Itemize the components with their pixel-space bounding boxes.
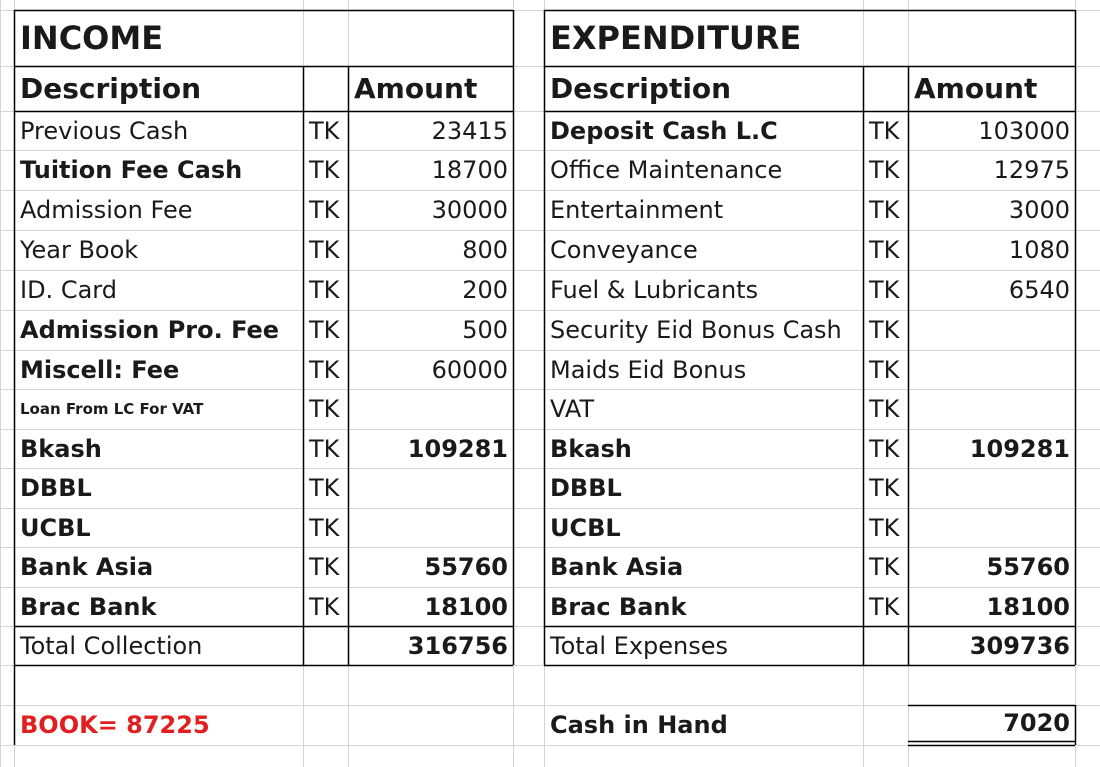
income-row-currency: TK: [309, 276, 340, 304]
expenditure-row-amount: 1080: [1008, 236, 1070, 264]
income-row-description: Loan From LC For VAT: [20, 399, 204, 418]
income-amount-header: Amount: [354, 71, 478, 105]
expenditure-row-amount: [910, 389, 1075, 429]
income-row-amount: 30000: [431, 196, 508, 224]
expenditure-row-amount: 109281: [969, 434, 1070, 463]
expenditure-row-description: Office Maintenance: [550, 156, 783, 184]
expenditure-row-currency: TK: [869, 553, 900, 581]
income-row-description: Admission Pro. Fee: [20, 316, 280, 344]
expenditure-row-currency: TK: [869, 276, 900, 304]
expenditure-row-description: Maids Eid Bonus: [550, 355, 747, 384]
income-row-amount: [350, 389, 513, 429]
expenditure-row-amount: [910, 350, 1075, 389]
income-row-description: ID. Card: [20, 276, 117, 304]
income-row-amount: 23415: [431, 116, 508, 145]
income-row-currency: TK: [309, 355, 340, 384]
income-description-header: Description: [20, 71, 202, 105]
expenditure-row-description: Brac Bank: [550, 592, 687, 621]
expenditure-row-description: UCBL: [550, 513, 621, 542]
income-row-amount: 60000: [431, 355, 508, 384]
income-row-amount: [350, 468, 513, 508]
expenditure-title: EXPENDITURE: [550, 19, 802, 57]
book-balance: BOOK= 87225: [20, 711, 210, 739]
expenditure-row-currency: TK: [869, 592, 900, 621]
expenditure-row-amount: 103000: [978, 116, 1070, 145]
expenditure-row-description: Entertainment: [550, 196, 724, 224]
income-row-amount: 18700: [431, 156, 508, 184]
income-row-currency: TK: [309, 592, 340, 621]
income-row-currency: TK: [309, 434, 340, 463]
expenditure-row-description: Security Eid Bonus Cash: [550, 316, 842, 344]
income-row-currency: TK: [309, 553, 340, 581]
expenditure-row-amount: 18100: [986, 592, 1070, 621]
income-row-currency: TK: [309, 395, 340, 423]
income-row-description: Bank Asia: [20, 553, 154, 581]
income-row-amount: 500: [462, 316, 508, 344]
income-row-currency: TK: [309, 474, 340, 502]
income-row-description: Admission Fee: [20, 196, 193, 224]
expenditure-row-amount: 6540: [1008, 276, 1070, 304]
income-row-amount: 18100: [424, 592, 508, 621]
expenditure-row-description: DBBL: [550, 474, 622, 502]
expenditure-row-currency: TK: [869, 355, 900, 384]
expenditure-description-header: Description: [550, 71, 732, 105]
income-row-amount: 800: [462, 236, 508, 264]
income-row-description: Previous Cash: [20, 116, 189, 145]
income-row-description: Year Book: [20, 236, 139, 264]
income-title: INCOME: [20, 19, 164, 57]
expenditure-row-description: Conveyance: [550, 236, 698, 264]
expenditure-row-description: Fuel & Lubricants: [550, 276, 759, 304]
expenditure-row-amount: [910, 310, 1075, 350]
expenditure-row-currency: TK: [869, 236, 900, 264]
income-row-description: Bkash: [20, 434, 102, 463]
expenditure-row-currency: TK: [869, 395, 900, 423]
total-collection-label: Total Collection: [20, 631, 203, 660]
expenditure-row-amount: 12975: [993, 156, 1070, 184]
income-row-amount: 55760: [424, 553, 508, 581]
expenditure-row-currency: TK: [869, 513, 900, 542]
cash-in-hand-amount: 7020: [1003, 709, 1070, 737]
expenditure-row-currency: TK: [869, 156, 900, 184]
income-row-description: Miscell: Fee: [20, 355, 180, 384]
expenditure-row-description: Bkash: [550, 434, 632, 463]
expenditure-row-currency: TK: [869, 316, 900, 344]
expenditure-row-currency: TK: [869, 196, 900, 224]
income-row-amount: 109281: [407, 434, 508, 463]
cash-in-hand-label: Cash in Hand: [550, 711, 728, 739]
expenditure-row-amount: [910, 508, 1075, 547]
income-row-amount: 200: [462, 276, 508, 304]
income-row-currency: TK: [309, 316, 340, 344]
expenditure-row-description: Deposit Cash L.C: [550, 116, 778, 145]
income-row-currency: TK: [309, 196, 340, 224]
expenditure-row-description: Bank Asia: [550, 553, 684, 581]
total-expenses-label: Total Expenses: [550, 631, 729, 660]
expenditure-row-amount: [910, 468, 1075, 508]
total-collection-amount: 316756: [407, 631, 508, 660]
income-row-currency: TK: [309, 156, 340, 184]
expenditure-row-currency: TK: [869, 434, 900, 463]
expenditure-row-amount: 55760: [986, 553, 1070, 581]
expenditure-row-currency: TK: [869, 474, 900, 502]
income-row-amount: [350, 508, 513, 547]
income-row-currency: TK: [309, 236, 340, 264]
expenditure-row-currency: TK: [869, 116, 900, 145]
income-row-currency: TK: [309, 116, 340, 145]
income-row-description: DBBL: [20, 474, 92, 502]
income-row-description: Brac Bank: [20, 592, 157, 621]
total-expenses-amount: 309736: [969, 631, 1070, 660]
income-row-description: Tuition Fee Cash: [20, 156, 243, 184]
income-row-currency: TK: [309, 513, 340, 542]
expenditure-amount-header: Amount: [914, 71, 1038, 105]
expenditure-row-amount: 3000: [1008, 196, 1070, 224]
income-row-description: UCBL: [20, 513, 91, 542]
expenditure-row-description: VAT: [550, 395, 595, 423]
